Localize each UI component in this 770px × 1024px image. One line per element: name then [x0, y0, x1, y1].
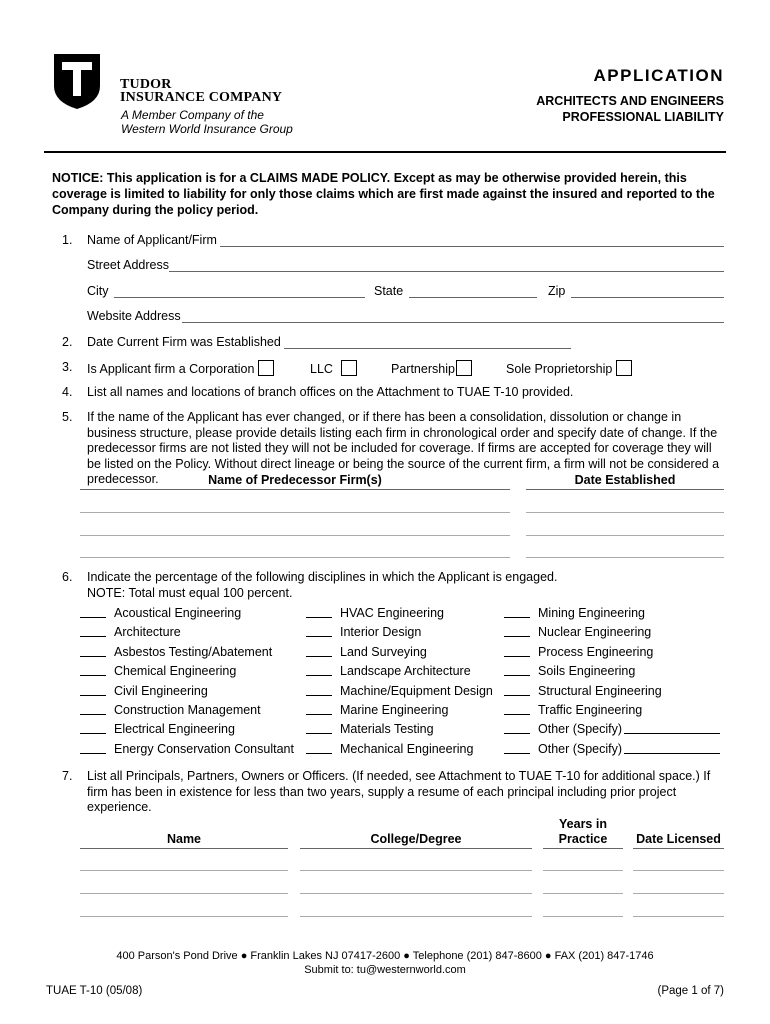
discipline-item: Chemical Engineering	[80, 662, 294, 681]
percentage-field[interactable]	[80, 741, 106, 754]
principal-date-header-rule	[633, 848, 724, 849]
discipline-item: Process Engineering	[504, 643, 720, 662]
principal-years-header-rule	[543, 848, 623, 849]
percentage-field[interactable]	[504, 721, 530, 734]
q6-number: 6.	[62, 570, 73, 584]
disciplines-column-3	[504, 604, 720, 759]
principal-college-header-rule	[300, 848, 532, 849]
q3-number: 3.	[62, 360, 73, 374]
percentage-field[interactable]	[504, 624, 530, 637]
page-number: (Page 1 of 7)	[657, 985, 724, 997]
q1-number: 1.	[62, 233, 73, 247]
llc-option: LLC	[310, 360, 357, 376]
percentage-field[interactable]	[504, 741, 530, 754]
discipline-item: Landscape Architecture	[306, 662, 493, 681]
predecessor-firm-field[interactable]	[80, 557, 510, 558]
percentage-field[interactable]	[306, 721, 332, 734]
branch-offices-text: List all names and locations of branch offices on the Attachment to TUAE T-10 provided.	[87, 385, 574, 399]
discipline-item: Structural Engineering	[504, 682, 720, 701]
predecessor-date-field[interactable]	[526, 557, 724, 558]
discipline-item: Asbestos Testing/Abatement	[80, 643, 294, 662]
sole-proprietorship-option: Sole Proprietorship	[506, 360, 632, 376]
applicant-name-label: Name of Applicant/Firm	[87, 233, 217, 247]
q4-number: 4.	[62, 385, 73, 399]
principal-years-field[interactable]	[543, 893, 623, 894]
predecessor-firm-field[interactable]	[80, 512, 510, 513]
company-name: TUDOR INSURANCE COMPANY	[120, 77, 283, 105]
footer-submit: Submit to: tu@westernworld.com	[304, 964, 466, 976]
disciplines-column-2	[306, 604, 493, 759]
discipline-item: Traffic Engineering	[504, 701, 720, 720]
percentage-field[interactable]	[306, 741, 332, 754]
company-logo	[52, 52, 102, 110]
principals-instructions: List all Principals, Partners, Owners or Officers. (If needed, see Attachment to TUAE T-10 for additional space.) If firm has been in existence for less than two years, supply a resume of each principal including prior project experience.	[87, 769, 711, 814]
percentage-field[interactable]	[504, 605, 530, 618]
discipline-item: Marine Engineering	[306, 701, 493, 720]
principal-years-field[interactable]	[543, 870, 623, 871]
zip-label: Zip	[548, 284, 566, 298]
principal-date-field[interactable]	[633, 916, 724, 917]
principal-name-header: Name	[166, 832, 202, 846]
partnership-option: Partnership	[391, 360, 472, 376]
corporation-option: Is Applicant firm a Corporation	[87, 360, 274, 376]
principal-college-field[interactable]	[300, 916, 532, 917]
principal-college-header: College/Degree	[370, 832, 462, 846]
disciplines-column-1	[80, 604, 294, 759]
llc-checkbox[interactable]	[341, 360, 357, 376]
applicant-name-field[interactable]	[220, 246, 724, 247]
percentage-field[interactable]	[306, 702, 332, 715]
predecessor-instructions: If the name of the Applicant has ever changed, or if there has been a consolidation, dissolution or change in business structure, please provide details listing each firm in chronological order and specify date of change. If the predecessor firms are not listed they will not be included for coverage. If firms are accepted for coverage they will be listed on the Policy. Without direct lineage or being the source of the current firm, a firm will not be considered a predecessor.	[87, 410, 720, 486]
principal-name-field[interactable]	[80, 916, 288, 917]
percentage-field[interactable]	[80, 624, 106, 637]
city-field[interactable]	[114, 297, 365, 298]
percentage-field[interactable]	[306, 605, 332, 618]
discipline-item: Materials Testing	[306, 720, 493, 739]
discipline-item: Nuclear Engineering	[504, 623, 720, 642]
percentage-field[interactable]	[504, 663, 530, 676]
predecessor-firm-field[interactable]	[80, 535, 510, 536]
website-field[interactable]	[182, 322, 724, 323]
discipline-item: Mechanical Engineering	[306, 740, 493, 759]
principal-college-field[interactable]	[300, 893, 532, 894]
percentage-field[interactable]	[306, 624, 332, 637]
form-id: TUAE T-10 (05/08)	[46, 985, 143, 997]
q7-number: 7.	[62, 769, 73, 783]
percentage-field[interactable]	[80, 605, 106, 618]
street-address-field[interactable]	[169, 271, 724, 272]
discipline-item: Land Surveying	[306, 643, 493, 662]
header-divider	[44, 151, 726, 153]
principal-name-header-rule	[80, 848, 288, 849]
sole-proprietorship-checkbox[interactable]	[616, 360, 632, 376]
date-established-field[interactable]	[284, 348, 571, 349]
principal-date-field[interactable]	[633, 893, 724, 894]
application-title: APPLICATION	[593, 66, 724, 85]
application-subtitle: ARCHITECTS AND ENGINEERS PROFESSIONAL LIABILITY	[536, 94, 724, 124]
percentage-field[interactable]	[306, 663, 332, 676]
predecessor-date-header: Date Established	[574, 473, 676, 487]
discipline-item: HVAC Engineering	[306, 604, 493, 623]
footer-address: 400 Parson's Pond Drive ● Franklin Lakes NJ 07417-2600 ● Telephone (201) 847-8600 ● FAX (201) 847-1746	[116, 950, 654, 962]
date-established-label: Date Current Firm was Established	[87, 335, 281, 349]
percentage-field[interactable]	[504, 683, 530, 696]
predecessor-header-rule	[80, 489, 510, 490]
percentage-field[interactable]	[80, 683, 106, 696]
claims-made-notice: NOTICE: This application is for a CLAIMS MADE POLICY. Except as may be otherwise provided herein, this coverage is limited to liability for only those claims which are first made against the insured and reported to the Company during the policy period.	[52, 171, 715, 217]
city-label: City	[87, 284, 109, 298]
partnership-checkbox[interactable]	[456, 360, 472, 376]
discipline-item: Other (Specify)	[504, 740, 720, 759]
principal-years-header: Years in Practice	[558, 817, 608, 846]
percentage-field[interactable]	[80, 702, 106, 715]
predecessor-firm-header: Name of Predecessor Firm(s)	[208, 473, 382, 487]
discipline-item: Civil Engineering	[80, 682, 294, 701]
principal-date-licensed-header: Date Licensed	[636, 832, 721, 846]
discipline-item: Construction Management	[80, 701, 294, 720]
q5-number: 5.	[62, 410, 73, 424]
predecessor-date-field[interactable]	[526, 535, 724, 536]
principal-college-field[interactable]	[300, 870, 532, 871]
corporation-checkbox[interactable]	[258, 360, 274, 376]
discipline-item: Energy Conservation Consultant	[80, 740, 294, 759]
discipline-item: Acoustical Engineering	[80, 604, 294, 623]
percentage-field[interactable]	[80, 644, 106, 657]
predecessor-date-header-rule	[526, 489, 724, 490]
state-label: State	[374, 284, 404, 298]
other-specify-field[interactable]	[624, 741, 720, 754]
discipline-item: Other (Specify)	[504, 720, 720, 739]
percentage-field[interactable]	[80, 663, 106, 676]
discipline-item: Interior Design	[306, 623, 493, 642]
discipline-item: Soils Engineering	[504, 662, 720, 681]
percentage-field[interactable]	[504, 702, 530, 715]
discipline-item: Machine/Equipment Design	[306, 682, 493, 701]
principal-name-field[interactable]	[80, 870, 288, 871]
discipline-item: Architecture	[80, 623, 294, 642]
other-specify-field[interactable]	[624, 721, 720, 734]
discipline-item: Electrical Engineering	[80, 720, 294, 739]
street-address-label: Street Address	[87, 258, 169, 272]
percentage-field[interactable]	[306, 683, 332, 696]
discipline-item: Mining Engineering	[504, 604, 720, 623]
percentage-field[interactable]	[504, 644, 530, 657]
principal-name-field[interactable]	[80, 893, 288, 894]
q2-number: 2.	[62, 335, 73, 349]
state-field[interactable]	[409, 297, 537, 298]
principal-years-field[interactable]	[543, 916, 623, 917]
percentage-field[interactable]	[80, 721, 106, 734]
principal-date-field[interactable]	[633, 870, 724, 871]
zip-field[interactable]	[571, 297, 724, 298]
website-label: Website Address	[87, 309, 181, 323]
disciplines-instructions: Indicate the percentage of the following disciplines in which the Applicant is engaged. NOTE: Total must equal 100 percent.	[87, 570, 558, 600]
predecessor-date-field[interactable]	[526, 512, 724, 513]
percentage-field[interactable]	[306, 644, 332, 657]
member-company-note: A Member Company of the Western World Insurance Group	[121, 108, 293, 136]
